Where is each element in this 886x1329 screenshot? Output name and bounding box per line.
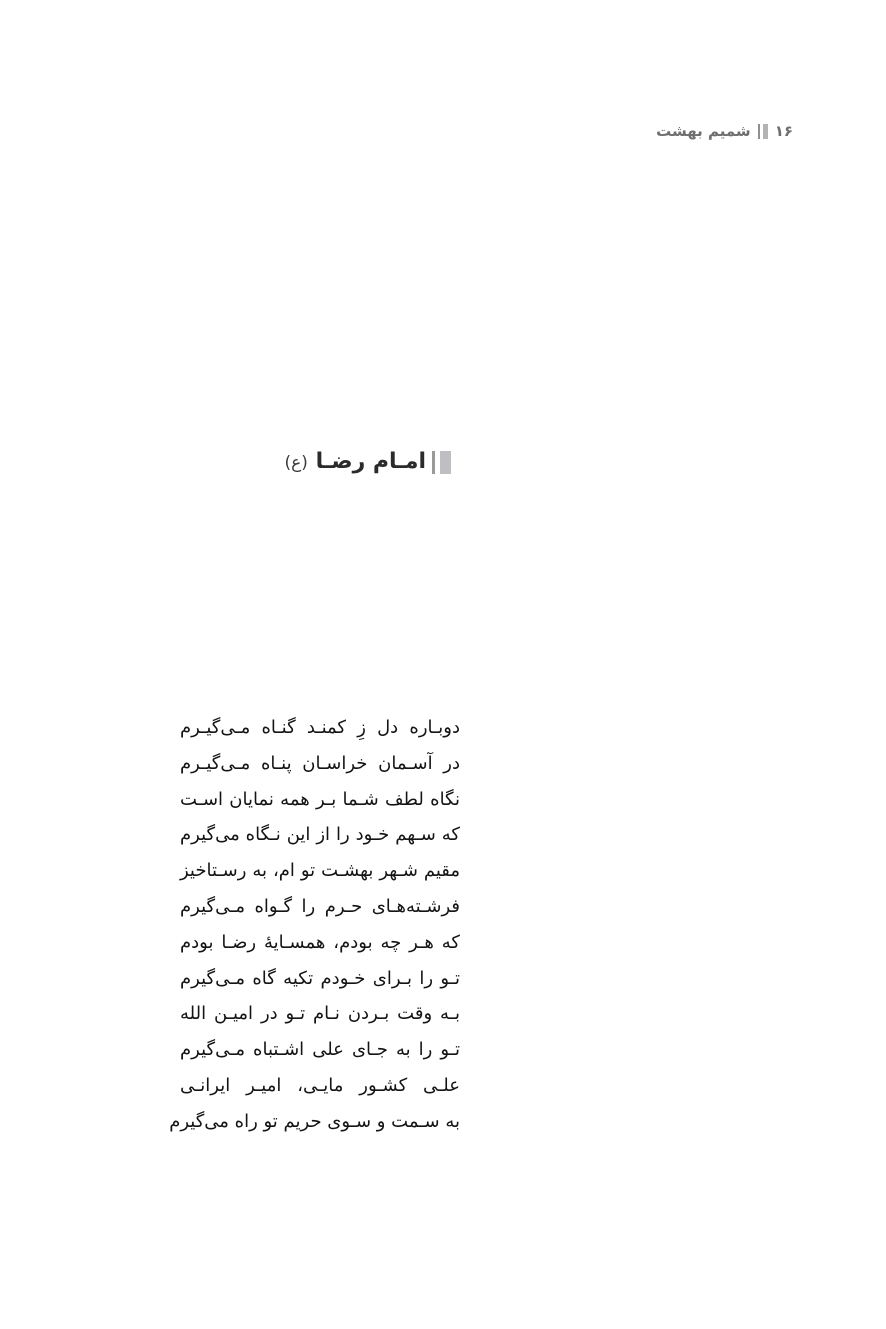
title-marker-icon [432, 451, 451, 474]
poem-line: دوبـاره دل زِ کمنـد گنـاه مـی‌گیـرم [180, 717, 460, 738]
section-title [284, 448, 426, 477]
book-title: شمیم بهشت [656, 122, 751, 140]
poem-line: بـه وقت بـردن نـام تـو در امیـن الله [180, 1003, 460, 1025]
poem-line: مقیم شـهر بهشـت تو ام، به رسـتاخیز [180, 860, 460, 882]
poem-line: که سـهم خـود را از این نـگاه می‌گیرم [180, 824, 460, 846]
poem-line: به سـمت و سـوی حریم تو راه می‌گیرم [169, 1110, 460, 1132]
page-number: ۱۶ [774, 122, 793, 140]
poem-line: فرشـته‌هـای حـرم را گـواه مـی‌گیرم [180, 895, 460, 917]
section-title-text: امـام رضـا [315, 449, 426, 474]
poem-line: علـی کشـور مایـی، امیـر ایرانـی [180, 1074, 460, 1096]
header-divider-icon [758, 124, 768, 139]
poem-line: تـو را به جـای علی اشـتباه مـی‌گیرم [180, 1039, 460, 1061]
poem-line: نگاه لطف شـما بـر همه نمایان اسـت [180, 788, 460, 810]
poem [169, 710, 460, 1140]
poem-line: تـو را بـرای خـودم تکیه گاه مـی‌گیرم [180, 967, 460, 989]
title-honorific: (ع) [284, 453, 308, 473]
section-title-block [284, 448, 451, 477]
poem-line: در آسـمان خراسـان پنـاه مـی‌گیـرم [180, 752, 460, 774]
page-header [656, 124, 793, 139]
poem-line: که هـر چه بودم، همسـایهٔ رضـا بودم [180, 931, 460, 953]
